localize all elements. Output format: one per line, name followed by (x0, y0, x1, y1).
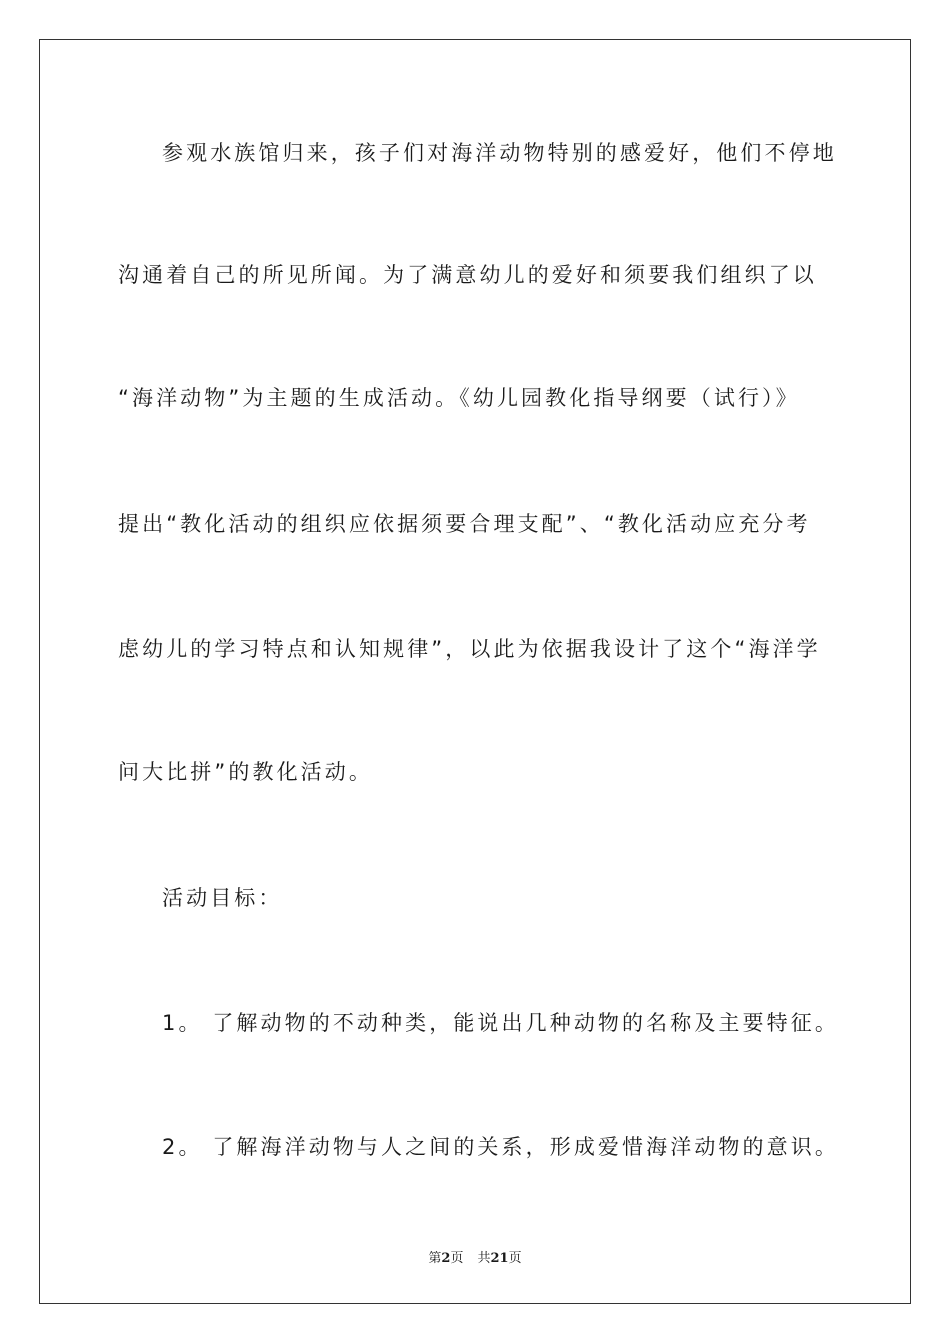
body-line-2: 沟通着自己的所见所闻。为了满意幼儿的爱好和须要我们组织了以 (118, 263, 817, 287)
body-line-6: 问大比拼”的教化活动。 (118, 760, 373, 784)
page-footer (0, 1247, 950, 1266)
footer-total-pages: 21 (490, 1251, 509, 1266)
footer-total-prefix: 共 (477, 1251, 491, 1266)
body-line-5: 虑幼儿的学习特点和认知规律”，以此为依据我设计了这个“海洋学 (118, 637, 821, 661)
footer-page-suffix: 页 (450, 1251, 464, 1266)
footer-page-prefix: 第 (428, 1251, 442, 1266)
body-line-3: “海洋动物”为主题的生成活动。《幼儿园教化指导纲要（试行）》 (118, 386, 800, 410)
body-line-1: 参观水族馆归来，孩子们对海洋动物特别的感爱好，他们不停地 (162, 141, 837, 165)
body-line-4: 提出“教化活动的组织应依据须要合理支配”、“教化活动应充分考 (118, 512, 811, 536)
goal-item-2: 2。 了解海洋动物与人之间的关系，形成爱惜海洋动物的意识。 (162, 1135, 839, 1159)
page-frame (39, 39, 911, 1304)
footer-total-suffix: 页 (508, 1251, 522, 1266)
section-heading-goals: 活动目标： (162, 886, 283, 910)
footer-page-number: 2 (441, 1251, 451, 1266)
goal-item-1: 1。 了解动物的不动种类，能说出几种动物的名称及主要特征。 (162, 1011, 839, 1035)
